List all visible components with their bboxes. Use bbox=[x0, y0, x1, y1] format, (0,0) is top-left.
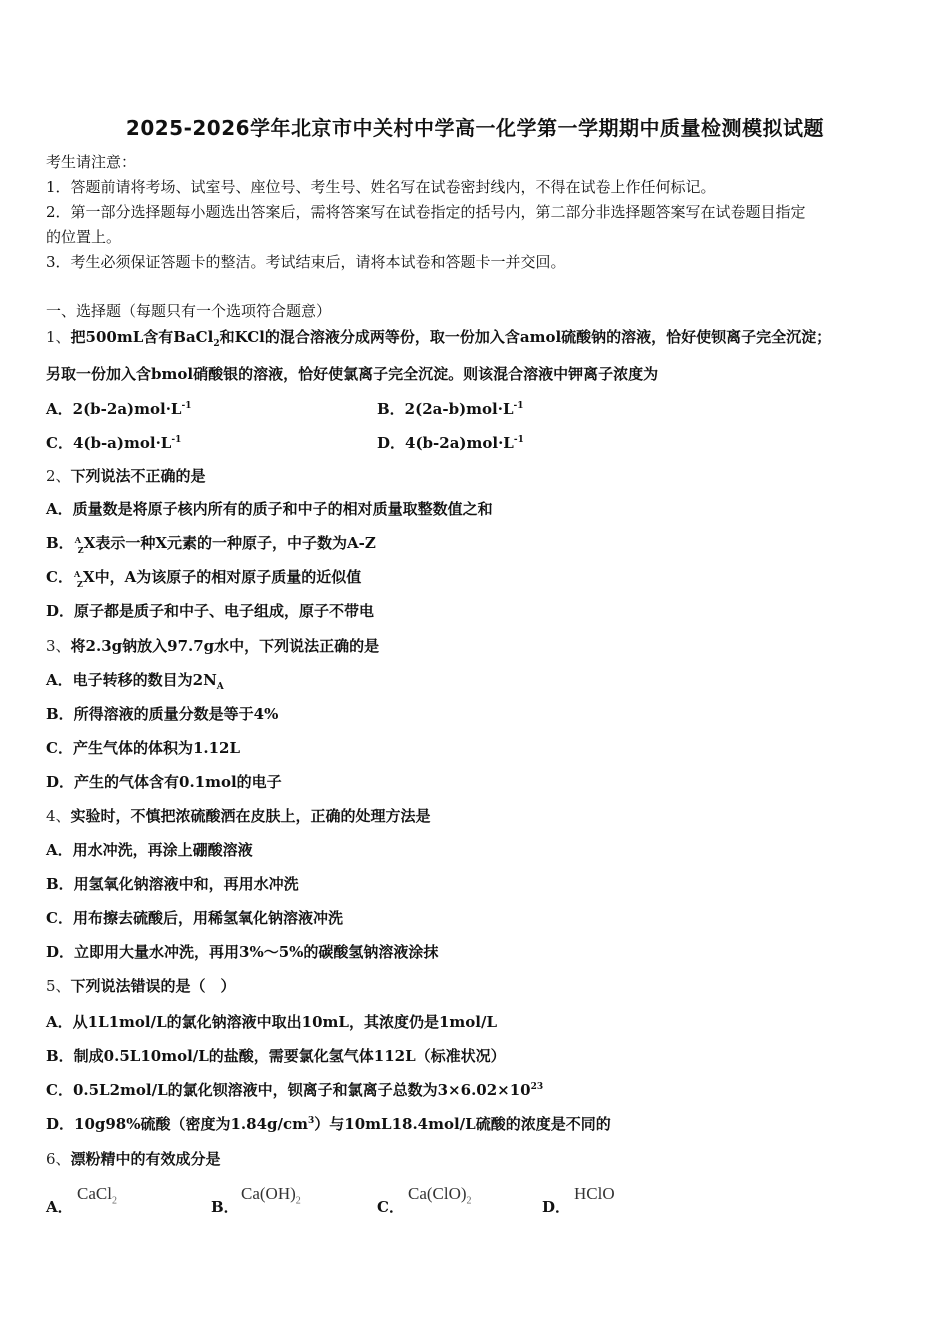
notice-item-2: 2．第一部分选择题每小题选出答案后，需将答案写在试卷指定的括号内，第二部分非选择题答案写在试卷题目指定 bbox=[46, 203, 806, 221]
q6-option-a-label: A． bbox=[46, 1198, 73, 1216]
q1-option-c: C．$4(b-a)mol\cdot L^{-1}$ bbox=[46, 434, 182, 452]
q6-option-b-label: B． bbox=[211, 1198, 239, 1216]
notice-item-2-cont: 的位置上。 bbox=[46, 228, 122, 246]
q1-option-b: B．$2(2a-b)mol\cdot L^{-1}$ bbox=[377, 400, 524, 418]
q1-stem-cont: 另取一份加入含bmol硝酸银的溶液，恰好使氯离子完全沉淀。则该混合溶液中钾离子浓度为 bbox=[46, 365, 659, 383]
q2-option-d: D．原子都是质子和中子、电子组成，原子不带电 bbox=[46, 602, 375, 620]
q4-option-d: D．立即用大量水冲洗，再用3%～5%的碳酸氢钠溶液涂抹 bbox=[46, 943, 439, 961]
q4-stem: 4、实验时，不慎把浓硫酸洒在皮肤上，正确的处理方法是 bbox=[46, 807, 431, 825]
q5-option-b: B．制成0.5L10mol/L的盐酸，需要氯化氢气体112L（标准状况） bbox=[46, 1047, 506, 1065]
q3-stem: 3、将2.3g钠放入97.7g水中，下列说法正确的是 bbox=[46, 637, 380, 655]
isotope-notation: A Z bbox=[73, 569, 83, 589]
section-heading: 一、选择题（每题只有一个选项符合题意） bbox=[46, 302, 332, 320]
q4-option-c: C．用布擦去硫酸后，用稀氢氧化钠溶液冲洗 bbox=[46, 909, 343, 927]
q2-option-a: A．质量数是将原子核内所有的质子和中子的相对质量取整数值之和 bbox=[46, 500, 493, 518]
q1-option-d: D．$4(b-2a)mol\cdot L^{-1}$ bbox=[377, 434, 524, 452]
q3-option-a: A．电子转移的数目为$2N_A$ bbox=[46, 671, 224, 692]
isotope-notation: A Z bbox=[74, 535, 84, 555]
q6-option-c-label: C． bbox=[377, 1198, 404, 1216]
notice-heading: 考生请注意： bbox=[46, 153, 137, 171]
q3-option-d: D．产生的气体含有0.1mol的电子 bbox=[46, 773, 282, 791]
q6-option-c-formula: $Ca(ClO)_2$ bbox=[408, 1184, 472, 1207]
q1-stem: 1、把500mL含有BaCl$_2$和KCl的混合溶液分成两等份，取一份加入含amol硫酸钠的溶液，恰好使钡离子完全沉淀； bbox=[46, 328, 832, 349]
q4-option-b: B．用氢氧化钠溶液中和，再用水冲洗 bbox=[46, 875, 299, 893]
notice-item-1: 1．答题前请将考场、试室号、座位号、考生号、姓名写在试卷密封线内，不得在试卷上作任何标记。 bbox=[46, 178, 716, 196]
q2-option-c: C． A Z X中，A为该原子的相对原子质量的近似值 bbox=[46, 568, 362, 589]
q1-option-a: A．$2(b-2a)mol\cdot L^{-1}$ bbox=[46, 400, 192, 418]
q1-number: 1、 bbox=[46, 328, 71, 346]
q3-option-c: C．产生气体的体积为1.12L bbox=[46, 739, 241, 757]
q5-option-a: A．从1L1mol/L的氯化钠溶液中取出10mL，其浓度仍是1mol/L bbox=[46, 1013, 497, 1031]
q3-option-b: B．所得溶液的质量分数是等于4% bbox=[46, 705, 279, 723]
q6-option-d-formula: HClO bbox=[574, 1184, 615, 1203]
q2-stem: 2、下列说法不正确的是 bbox=[46, 467, 206, 485]
page-title: 2025-2026学年北京市中关村中学高一化学第一学期期中质量检测模拟试题 bbox=[125, 116, 825, 140]
q2-option-b: B． A Z X表示一种X元素的一种原子，中子数为A-Z bbox=[46, 534, 376, 555]
q5-stem: 5、下列说法错误的是（ ） bbox=[46, 977, 236, 995]
q6-option-b-formula: $Ca(OH)_2$ bbox=[241, 1184, 301, 1207]
notice-item-3: 3．考生必须保证答题卡的整洁。考试结束后，请将本试卷和答题卡一并交回。 bbox=[46, 253, 566, 271]
q6-option-a-formula: CaCl$_2$ bbox=[77, 1184, 117, 1207]
q6-stem: 6、漂粉精中的有效成分是 bbox=[46, 1150, 221, 1168]
q5-option-c: C．0.5L2mol/L的氯化钡溶液中，钡离子和氯离子总数为$3\times 6.02\times 10^{23}$ bbox=[46, 1081, 544, 1099]
q4-option-a: A．用水冲洗，再涂上硼酸溶液 bbox=[46, 841, 253, 859]
q5-option-d: D．10g98%硫酸（密度为$1.84g/cm^3$）与10mL18.4mol/L硫酸的浓度是不同的 bbox=[46, 1115, 611, 1133]
q6-option-d-label: D． bbox=[542, 1198, 571, 1216]
